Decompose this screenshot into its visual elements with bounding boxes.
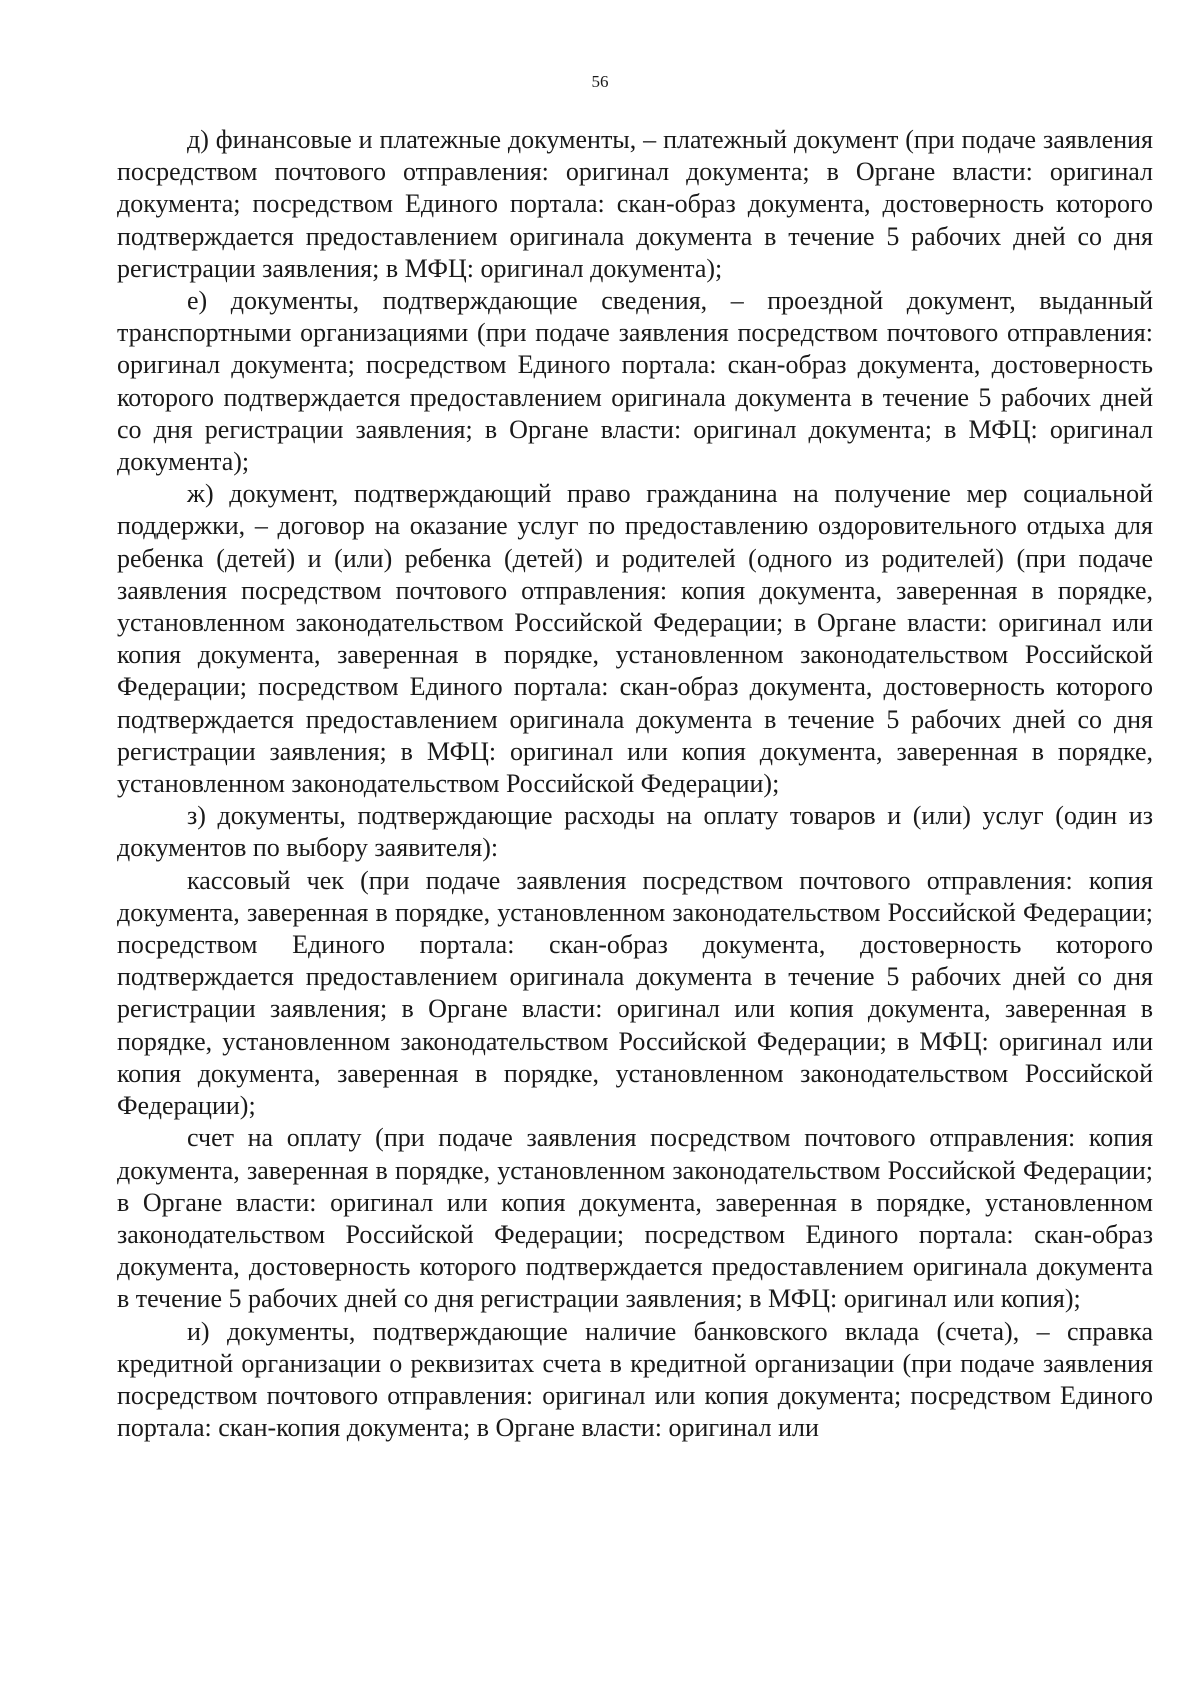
document-body (117, 124, 1153, 1444)
paragraph-i-bank-account: и) документы, подтверждающие наличие банковского вклада (счета), – справка кредитной организации о реквизитах счета в кредитной организации (при подаче заявления посредством почтового отправления: оригинал или копия документа; посредством Единого портала: скан-копия документа; в Органе власти: оригинал или (117, 1316, 1153, 1443)
paragraph-zh-service-contract: ж) документ, подтверждающий право гражданина на получение мер социальной поддержки, – договор на оказание услуг по предоставлению оздоровительного отдыха для ребенка (детей) и (или) ребенка (детей) и родителей (одного из родителей) (при подаче заявления посредством почтового отправления: копия документа, заверенная в порядке, установленном законодательством Российской Федерации; в Органе власти: оригинал или копия документа, заверенная в порядке, установленном законодательством Российской Федерации; посредством Единого портала: скан-образ документа, достоверность которого подтверждается предоставлением оригинала документа в течение 5 рабочих дней со дня регистрации заявления; в МФЦ: оригинал или копия документа, заверенная в порядке, установленном законодательством Российской Федерации); (117, 479, 1153, 799)
paragraph-invoice: счет на оплату (при подаче заявления посредством почтового отправления: копия документа, заверенная в порядке, установленном законодательством Российской Федерации; в Органе власти: оригинал или копия документа, заверенная в порядке, установленном законодательством Российской Федерации; посредством Единого портала: скан-образ документа, достоверность которого подтверждается предоставлением оригинала документа в течение 5 рабочих дней со дня регистрации заявления; в МФЦ: оригинал или копия); (117, 1123, 1153, 1314)
paragraph-z-expense-documents: з) документы, подтверждающие расходы на оплату товаров и (или) услуг (один из документов по выбору заявителя): (117, 801, 1153, 863)
paragraph-e-travel-document: е) документы, подтверждающие сведения, – проездной документ, выданный транспортными организациями (при подаче заявления посредством почтового отправления: оригинал документа; посредством Единого портала: скан-образ документа, достоверность которого подтверждается предоставлением оригинала документа в течение 5 рабочих дней со дня регистрации заявления; в Органе власти: оригинал документа; в МФЦ: оригинал документа); (117, 286, 1153, 477)
page-number: 56 (591, 72, 609, 91)
paragraph-cash-receipt: кассовый чек (при подаче заявления посредством почтового отправления: копия документа, заверенная в порядке, установленном законодательством Российской Федерации; посредством Единого портала: скан-образ документа, достоверность которого подтверждается предоставлением оригинала документа в течение 5 рабочих дней со дня регистрации заявления; в Органе власти: оригинал или копия документа, заверенная в порядке, установленном законодательством Российской Федерации; в МФЦ: оригинал или копия документа, заверенная в порядке, установленном законодательством Российской Федерации); (117, 865, 1153, 1121)
paragraph-d-financial-documents: д) финансовые и платежные документы, – платежный документ (при подаче заявления посредством почтового отправления: оригинал документа; в Органе власти: оригинал документа; посредством Единого портала: скан-образ документа, достоверность которого подтверждается предоставлением оригинала документа в течение 5 рабочих дней со дня регистрации заявления; в МФЦ: оригинал документа); (117, 125, 1153, 283)
